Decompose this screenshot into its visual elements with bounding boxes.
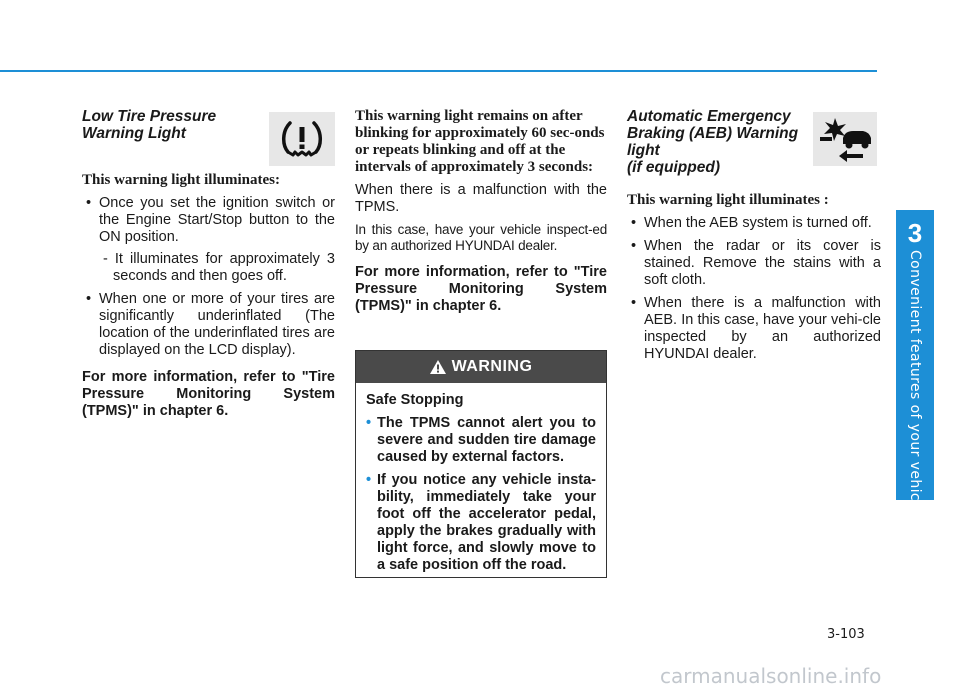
chapter-tab — [896, 210, 934, 515]
heading-row — [627, 108, 881, 186]
subheading: This warning light remains on after blinking for approximately 60 sec-onds or repeats blinking and off at the intervals of approximately 3 seconds: — [355, 108, 605, 175]
illumination-list — [82, 195, 335, 359]
paragraph: When there is a malfunction with the TPMS. — [355, 182, 607, 215]
chapter-number: 3 — [907, 218, 923, 248]
heading-line: Low Tire Pressure — [82, 108, 217, 125]
heading-line: light — [627, 142, 660, 159]
heading-line: (if equipped) — [627, 159, 720, 176]
warning-item: • The TPMS cannot alert you to severe and sudden tire damage caused by external factors. — [366, 415, 596, 466]
heading-line: Braking (AEB) Warning — [627, 125, 799, 142]
paragraph: In this case, have your vehicle inspect-ed by an authorized HYUNDAI dealer. — [355, 222, 607, 253]
warning-list — [366, 415, 596, 574]
warning-header — [356, 351, 606, 383]
column-tpms-malfunction — [355, 108, 607, 315]
top-rule — [0, 70, 877, 72]
list-item: • When there is a malfunction with AEB. In this case, have your vehi-cle inspected by an authorized HYUNDAI dealer. — [627, 295, 881, 363]
column-low-tire-pressure — [82, 108, 335, 420]
sub-item: - It illuminates for approximately 3 seconds and then goes off. — [103, 251, 335, 284]
warning-title: Safe Stopping — [366, 392, 464, 408]
more-info: For more information, refer to "Tire Pressure Monitoring System (TPMS)" in chapter 6. — [355, 264, 607, 314]
warning-body — [356, 383, 606, 574]
chapter-title: Convenient features of your vehicle — [907, 249, 923, 515]
column-aeb-warning — [627, 108, 881, 369]
heading-line: Automatic Emergency — [627, 108, 791, 125]
list-item-text: When one or more of your tires are significantly underinflated (The location of the underinflated tires are displayed on the LCD display). — [99, 291, 335, 358]
more-info: For more information, refer to "Tire Pressure Monitoring System (TPMS)" in chapter 6. — [82, 369, 335, 419]
warning-item: • If you notice any vehicle insta-bility, immediately take your foot off the accelerator pedal, apply the brakes gradually with light force, and slowly move to a safe position off the road. — [366, 472, 596, 574]
watermark: carmanualsonline.info — [660, 664, 882, 688]
heading-row — [82, 108, 335, 166]
tire-pressure-warning-icon — [269, 112, 335, 166]
heading-line: Warning Light — [82, 125, 186, 142]
list-item — [82, 195, 335, 285]
subheading: This warning light illuminates : — [627, 192, 829, 208]
subheading: This warning light illuminates: — [82, 172, 280, 188]
warning-header-label: WARNING — [451, 358, 533, 375]
warning-box — [355, 350, 607, 578]
chapter-title-wrap — [896, 249, 934, 515]
list-item — [82, 291, 335, 359]
aeb-illumination-list — [627, 215, 881, 363]
list-item: • When the AEB system is turned off. — [627, 215, 881, 232]
list-item: • When the radar or its cover is stained. Remove the stains with a soft cloth. — [627, 238, 881, 289]
page-number: 3-103 — [827, 627, 865, 642]
list-item-text: Once you set the ignition switch or the Engine Start/Stop button to the ON position. — [99, 195, 335, 245]
warning-triangle-icon — [430, 360, 446, 374]
aeb-collision-icon — [813, 112, 877, 166]
